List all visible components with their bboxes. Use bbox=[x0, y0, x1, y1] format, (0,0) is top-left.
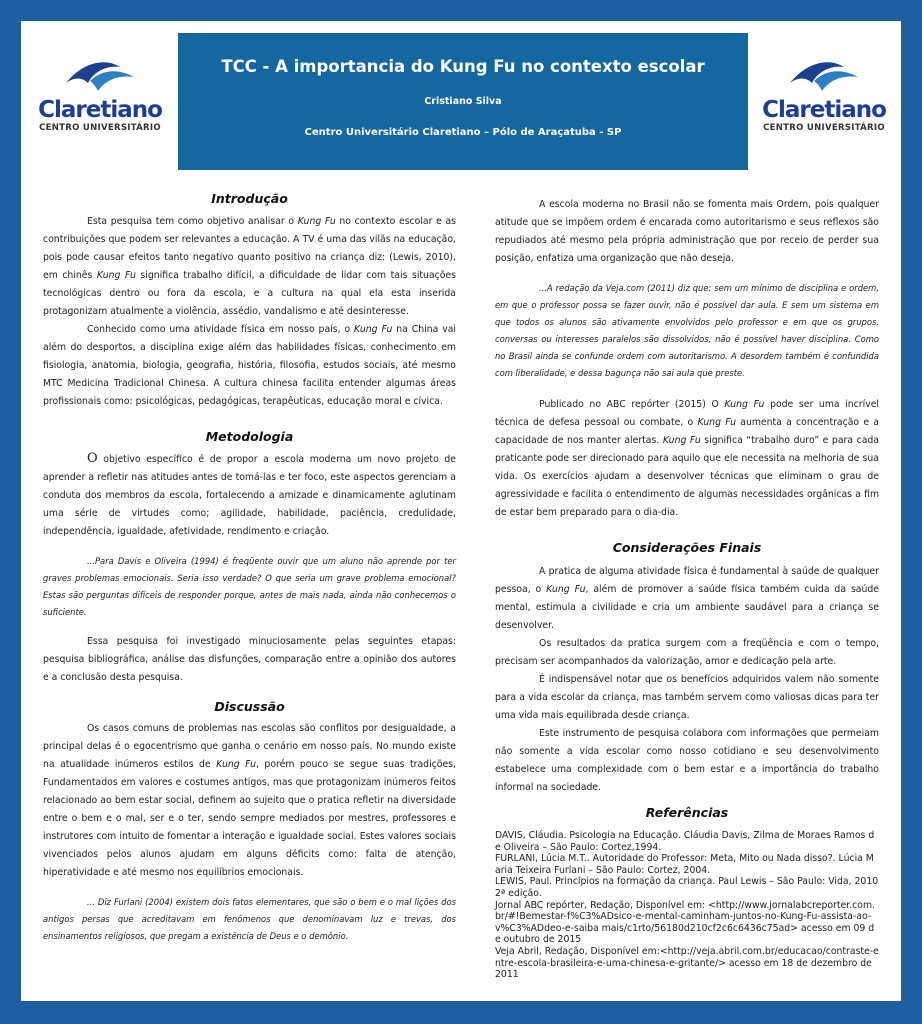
metodologia-heading: Metodologia bbox=[205, 429, 294, 444]
poster-page bbox=[21, 21, 901, 1001]
consideracoes-heading: Considerações Finais bbox=[612, 540, 762, 555]
reference-item: LEWIS, Paul. Princípios na formação da criança. Paul Lewis – São Paulo: Vida, 2010 2ª edição. bbox=[495, 876, 879, 899]
right-column bbox=[495, 196, 879, 981]
reference-item: Veja Abril, Redação, Disponível em:<http://veja.abril.com.br/educacao/contraste-entre-escola-brasileira-e-uma-chinesa-e-gritante/> acesso em 18 de dezembro de 2011 bbox=[495, 945, 879, 981]
metodologia-paragraph-1: O objetivo específico é de propor a escola moderna um novo projeto de aprender a refletir nas atitudes antes de tomá-las e ter foco, este aspectos gerenciam a conduta dos membros da escola, fortalecendo a amizade e dinamicamente aglutinam uma série de virtudes como; agilidade, habilidade, paciência, credulidade, independência, igualdade, afetividade, rendimento e criação. bbox=[43, 451, 456, 537]
right-paragraph-2: Publicado no ABC repórter (2015) O Kung Fu pode ser uma incrível técnica de defesa pessoal ou combate, o Kung Fu aumenta a concentração e a capacidade de nos manter alertas. Kung Fu significa “trabalho duro” e para cada praticante pode ser direcionado para aquilo que ele necessita na melhoria de sua vida. Os exercícios ajudam a desenvolver técnicas que eliminam o grau de agressividade e facilita o entendimento de algumas necessidades orgânicas a fim de estar bem preparado para o dia-dia. bbox=[495, 399, 879, 518]
consideracoes-paragraph-1: A pratica de alguma atividade física é fundamental à saúde de qualquer pessoa, o Kung Fu, além de promover a saúde física também cuida da saúde mental, estimula a civilidade e cria um ambiente saudável para a criança se desenvolver. bbox=[495, 566, 879, 631]
bird-icon bbox=[60, 57, 140, 101]
intro-heading: Introdução bbox=[211, 191, 288, 206]
right-paragraph-1: A escola moderna no Brasil não se fomenta mais Ordem, pois qualquer atitude que se impõem ordem é encarada como autoritarismo e seus reflexos são repudiados até mesmo pela própria administração que por receio de perder sua posição, enfatiza uma organização que não deseja. bbox=[495, 199, 879, 264]
consideracoes-paragraph-2: Os resultados da pratica surgem com a freqüência e com o tempo, precisam ser acompanhados da valorização, amor e dedicação pela arte. bbox=[495, 638, 879, 667]
intro-paragraph-1: Esta pesquisa tem como objetivo analisar o Kung Fu no contexto escolar e as contribuições que podem ser relevantes a educação. A TV é uma das vilãs na educação, pois pode causar efeitos tanto negativo quanto positivo na criança diz: (Lewis, 2010), em chinês Kung Fu significa trabalho difícil, a dificuldade de lidar com tais situações tecnológicas dentro ou fora da escola, e a cultura na qual ela esta inserida protagonizam atualmente a violência, assédio, vandalismo e até desinteresse. bbox=[43, 216, 456, 317]
reference-item: Jornal ABC repórter, Redação, Disponível em: <http://www.jornalabcreporter.com.br/#!Bemestar-f%C3%ADsico-e-mental-caminham-juntos-no-Kung-Fu-assista-ao-v%C3%ADdeo-e-saiba mais/c1rto/56180d210cf2c6c6436c75ad> acesso em 09 de outubro de 2015 bbox=[495, 899, 875, 946]
logo-subtitle: CENTRO UNIVERSITÁRIO bbox=[763, 123, 885, 133]
header-banner bbox=[178, 33, 748, 170]
institution: Centro Universitário Claretiano – Pólo de Araçatuba - SP bbox=[304, 127, 622, 138]
logo-name: Claretiano bbox=[762, 97, 886, 123]
referencias-heading: Referências bbox=[645, 805, 729, 820]
references-list bbox=[495, 830, 879, 981]
claretiano-logo-right bbox=[749, 57, 899, 152]
veja-quote: ...A redação da Veja.com (2011) diz que: sem um mínimo de disciplina e ordem, em que o professor possa se fazer ouvir, não é possível dar aula. E sem um sistema em que todos os alunos são ativamente envolvidos pelo professor e em que os grupos, conversas ou interesses paralelos são dissolvidos, não é possível haver disciplina. Como no Brasil ainda se confunde ordem com autoritarismo. A desordem também é confundida com liberalidade, e dessa bagunça não sai aula que preste. bbox=[495, 283, 879, 378]
logo-name: Claretiano bbox=[38, 97, 162, 123]
consideracoes-paragraph-3: É indispensável notar que os benefícios adquiridos valem não somente para a vida escolar da criança, mas também servem como valiosas dicas para ter uma vida mais equilibrada desde criança. bbox=[495, 674, 879, 721]
reference-item: DAVIS, Cláudia. Psicologia na Educação. Cláudia Davis, Zilma de Moraes Ramos de Oliveira – São Paulo: Cortez,1994. bbox=[495, 830, 875, 853]
bird-icon bbox=[784, 57, 864, 101]
claretiano-logo-left bbox=[25, 57, 175, 152]
discussao-heading: Discussão bbox=[214, 699, 285, 714]
metodologia-paragraph-2: Essa pesquisa foi investigado minuciosamente pelas seguintes etapas: pesquisa bibliográfica, análise das disfunções, comparação entre a opinião dos autores e a conclusão desta pesquisa. bbox=[43, 636, 456, 683]
poster-title: TCC - A importancia do Kung Fu no contexto escolar bbox=[221, 57, 705, 76]
logo-subtitle: CENTRO UNIVERSITÁRIO bbox=[39, 123, 161, 133]
discussao-paragraph-1: Os casos comuns de problemas nas escolas são conflitos por desigualdade, a principal delas é o egocentrismo que ganha o cenário em nosso país. No mundo existe na atualidade inúmeros estilos de Kung Fu, porém pouco se segue suas tradições, Fundamentados em valores e costumes antigos, mas que protagonizam inúmeros feitos relacionado ao bem estar social, definem ao sujeito que o pratica refletir na diversidade entre o bem e o mal, ser e o ter, sendo sempre mediados por mestres, professores e instrutores com intuito de fomentar a interação e igualdade social. Estes valores sociais vivenciados pelos alunos ajudam em alguns déficits como: falta de atenção, hiperatividade e até mesmo nos equilíbrios emocionais. bbox=[43, 723, 456, 878]
reference-item: FURLANI, Lúcia M.T.. Autoridade do Professor: Meta, Mito ou Nada disso?. Lúcia Maria Teixeira Furlani – São Paulo: Cortez, 2004. bbox=[495, 853, 874, 876]
author-name: Cristiano Silva bbox=[424, 96, 502, 107]
intro-paragraph-2: Conhecido como uma atividade física em nosso país, o Kung Fu na China vai além do desportos, a disciplina exige além das habilidades físicas, conhecimento em fisiologia, anatomia, biologia, geografia, história, filosofia, estudos sociais, até mesmo MTC Medicina Tradicional Chinesa. A cultura chinesa facilita entender algumas áreas profissionais como: psicológicas, pedagógicas, terapêuticas, educação moral e cívica. bbox=[43, 324, 456, 407]
left-column bbox=[43, 191, 456, 945]
metodologia-quote: ...Para Davis e Oliveira (1994) é freqüente ouvir que um aluno não aprende por ter graves problemas emocionais. Seria isso verdade? O que seria um grave problema emocional? Estas são perguntas difíceis de responder porque, antes de mais nada, ainda não conhecemos o suficiente. bbox=[43, 556, 456, 617]
discussao-quote: ... Diz Furlani (2004) existem dois fatos elementares, que são o bem e o mal lições dos antigos persas que acreditavam em fenômenos que denominavam luz e trevas, dos ensinamentos religiosos, que pregam a existência de Deus e o demônio. bbox=[43, 897, 456, 941]
consideracoes-paragraph-4: Este instrumento de pesquisa colabora com informações que permeiam não somente a vida escolar como nosso cotidiano e seu desenvolvimento estabelece uma complexidade com o bem estar e a importância do trabalho informal na sociedade. bbox=[495, 728, 879, 793]
